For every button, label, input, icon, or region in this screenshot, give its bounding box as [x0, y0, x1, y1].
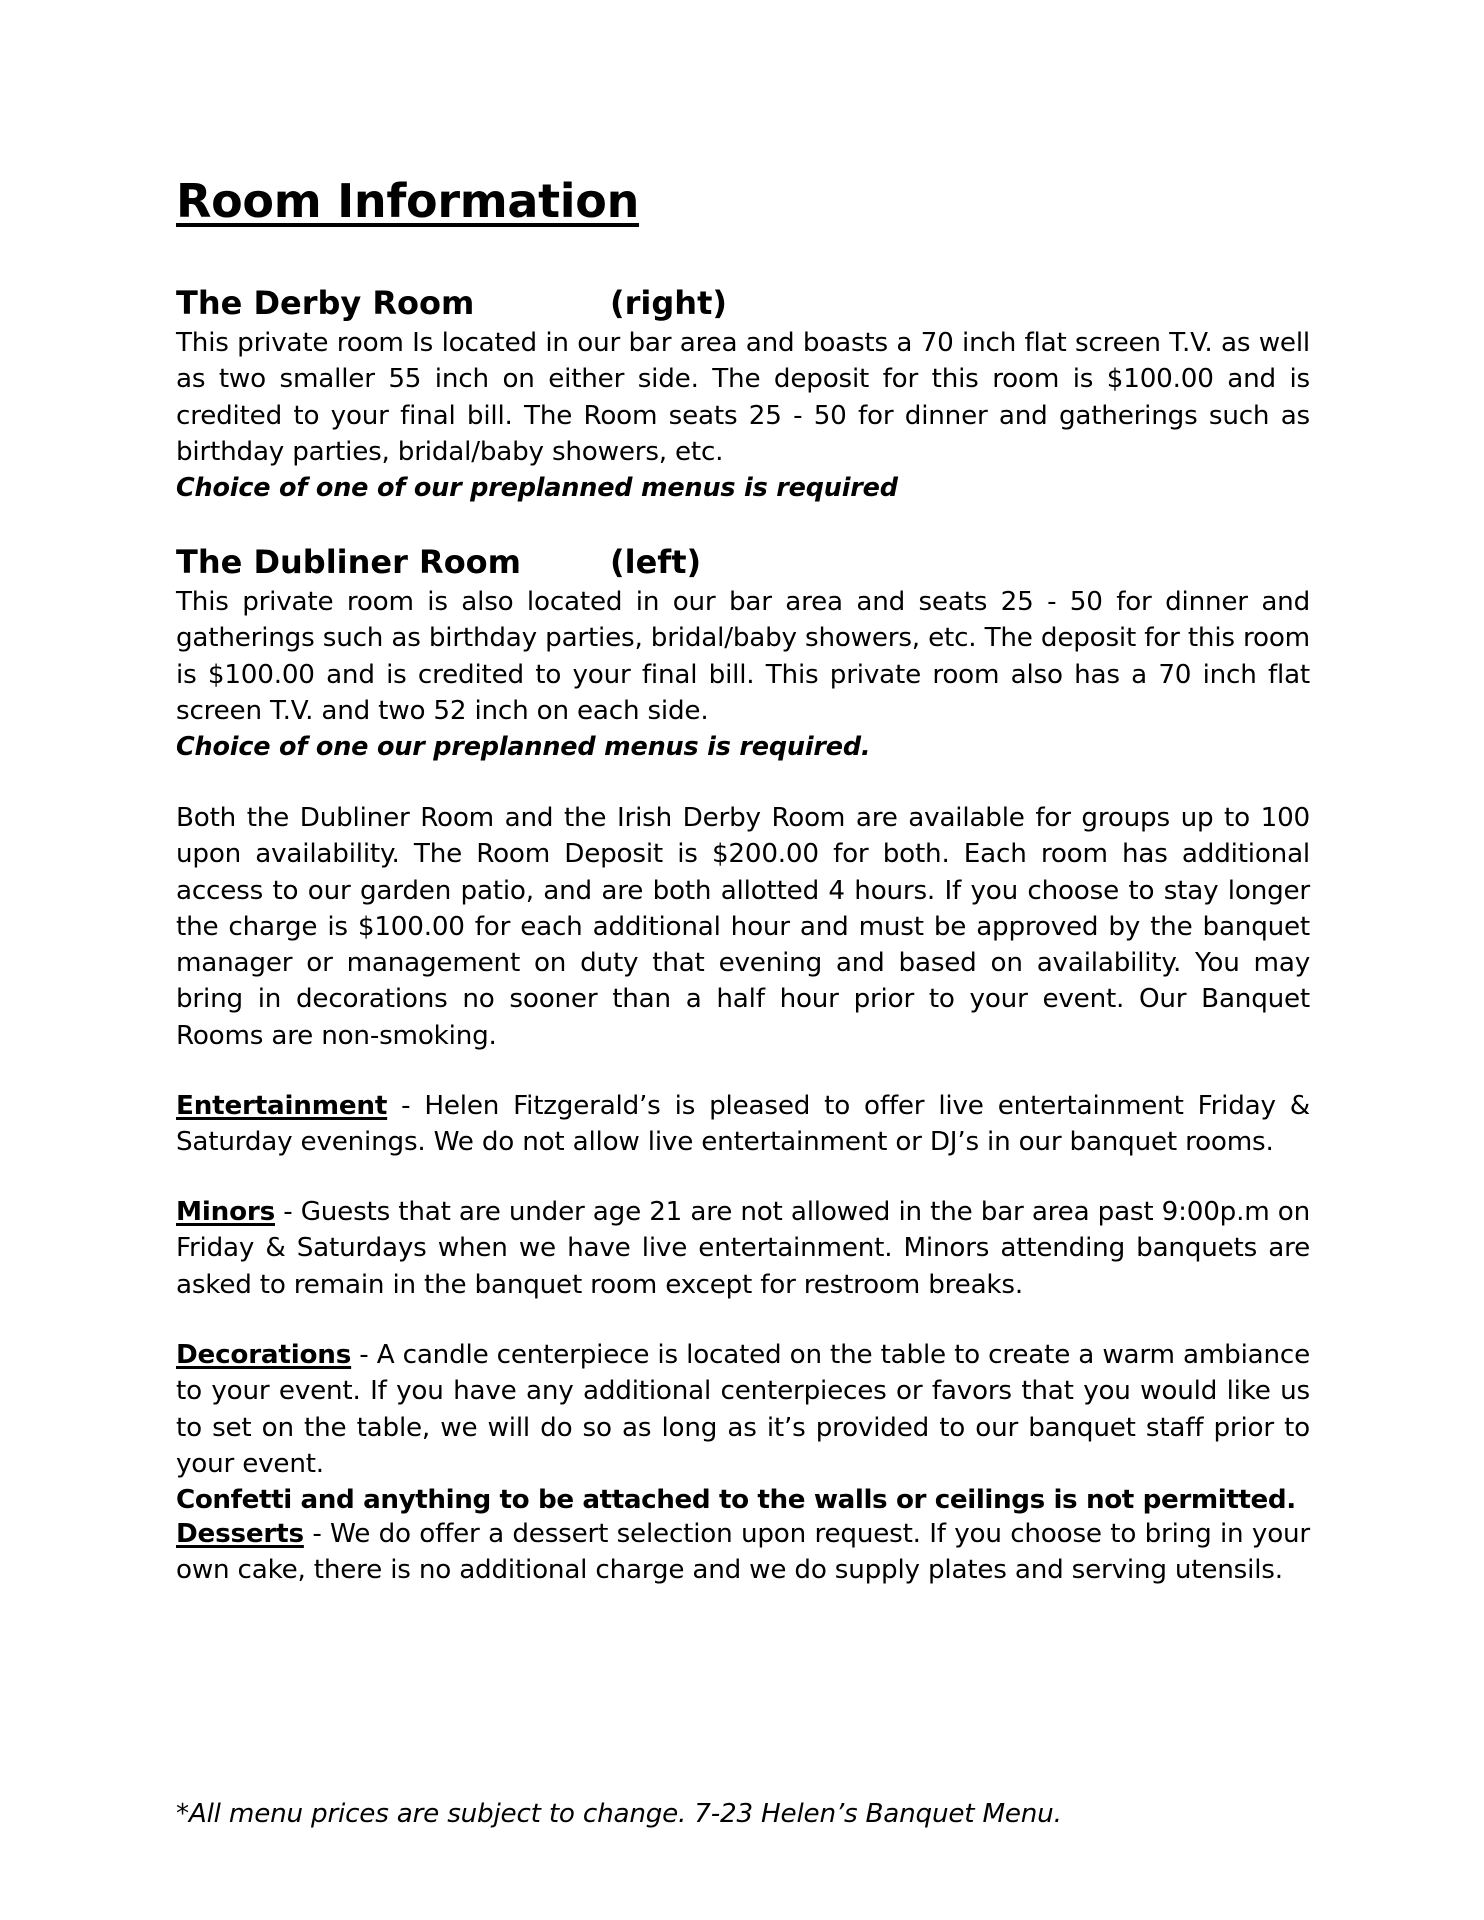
page-title: Room Information: [176, 174, 640, 228]
both-rooms-section: [176, 800, 1310, 1054]
desserts-section: [176, 1516, 1310, 1589]
dubliner-room-description: This private room is also located in our bar area and seats 25 - 50 for dinner and gatherings such as birthday parties, bridal/baby showers, etc. The deposit for this room is $100.00 and is credited to your final bill. This private room also has a 70 inch flat screen T.V. and two 52 inch on each side.: [176, 587, 1310, 726]
derby-room-section: [176, 281, 1310, 506]
derby-room-side: (right): [610, 284, 727, 322]
derby-room-description: This private room Is located in our bar area and boasts a 70 inch flat screen T.V. as well as two smaller 55 inch on either side. The deposit for this room is $100.00 and is credited to your final bill. The Room seats 25 - 50 for dinner and gatherings such as birthday parties, bridal/baby showers, etc.: [176, 328, 1310, 467]
entertainment-text: - Helen Fitzgerald’s is pleased to offer live entertainment Friday & Saturday evenings. We do not allow live entertainment or DJ’s in our banquet rooms.: [176, 1091, 1310, 1158]
dubliner-room-heading: [176, 540, 1310, 584]
entertainment-paragraph: [176, 1088, 1310, 1161]
both-rooms-paragraph: Both the Dubliner Room and the Irish Derby Room are available for groups up to 100 upon availability. The Room Deposit is $200.00 for both. Each room has additional access to our garden patio, and are both allotted 4 hours. If you choose to stay longer the charge is $100.00 for each additional hour and must be approved by the banquet manager or management on duty that evening and based on availability. You may bring in decorations no sooner than a half hour prior to your event. Our Banquet Rooms are non-smoking.: [176, 803, 1310, 1051]
desserts-text: - We do offer a dessert selection upon request. If you choose to bring in your own cake, there is no additional charge and we do supply plates and serving utensils.: [176, 1519, 1310, 1586]
desserts-paragraph: [176, 1516, 1310, 1589]
footer-note: *All menu prices are subject to change. 7-23 Helen’s Banquet Menu.: [176, 1799, 1062, 1829]
minors-section: [176, 1194, 1310, 1303]
derby-room-name: The Derby Room: [176, 284, 475, 322]
desserts-term: Desserts: [176, 1519, 304, 1549]
dubliner-room-menu-note: Choice of one our preplanned menus is required.: [176, 732, 871, 763]
entertainment-section: [176, 1088, 1310, 1161]
derby-room-menu-note: Choice of one of our preplanned menus is required: [176, 473, 898, 504]
entertainment-term: Entertainment: [176, 1091, 388, 1121]
decorations-restriction: Confetti and anything to be attached to the walls or ceilings is not permitted.: [176, 1485, 1296, 1516]
minors-text: - Guests that are under age 21 are not allowed in the bar area past 9:00p.m on Friday & Saturdays when we have live entertainment. Minors attending banquets are asked to remain in the banquet room except for restroom breaks.: [176, 1197, 1310, 1300]
decorations-paragraph: [176, 1337, 1310, 1482]
dubliner-room-name: The Dubliner Room: [176, 543, 521, 581]
decorations-text: - A candle centerpiece is located on the table to create a warm ambiance to your event. If you have any additional centerpieces or favors that you would like us to set on the table, we will do so as long as it’s provided to our banquet staff prior to your event.: [176, 1340, 1310, 1479]
decorations-section: [176, 1337, 1310, 1518]
minors-term: Minors: [176, 1197, 275, 1227]
dubliner-room-side: (left): [610, 543, 702, 581]
derby-room-heading: [176, 281, 1310, 325]
dubliner-room-section: [176, 540, 1310, 765]
minors-paragraph: [176, 1194, 1310, 1303]
decorations-term: Decorations: [176, 1340, 352, 1370]
